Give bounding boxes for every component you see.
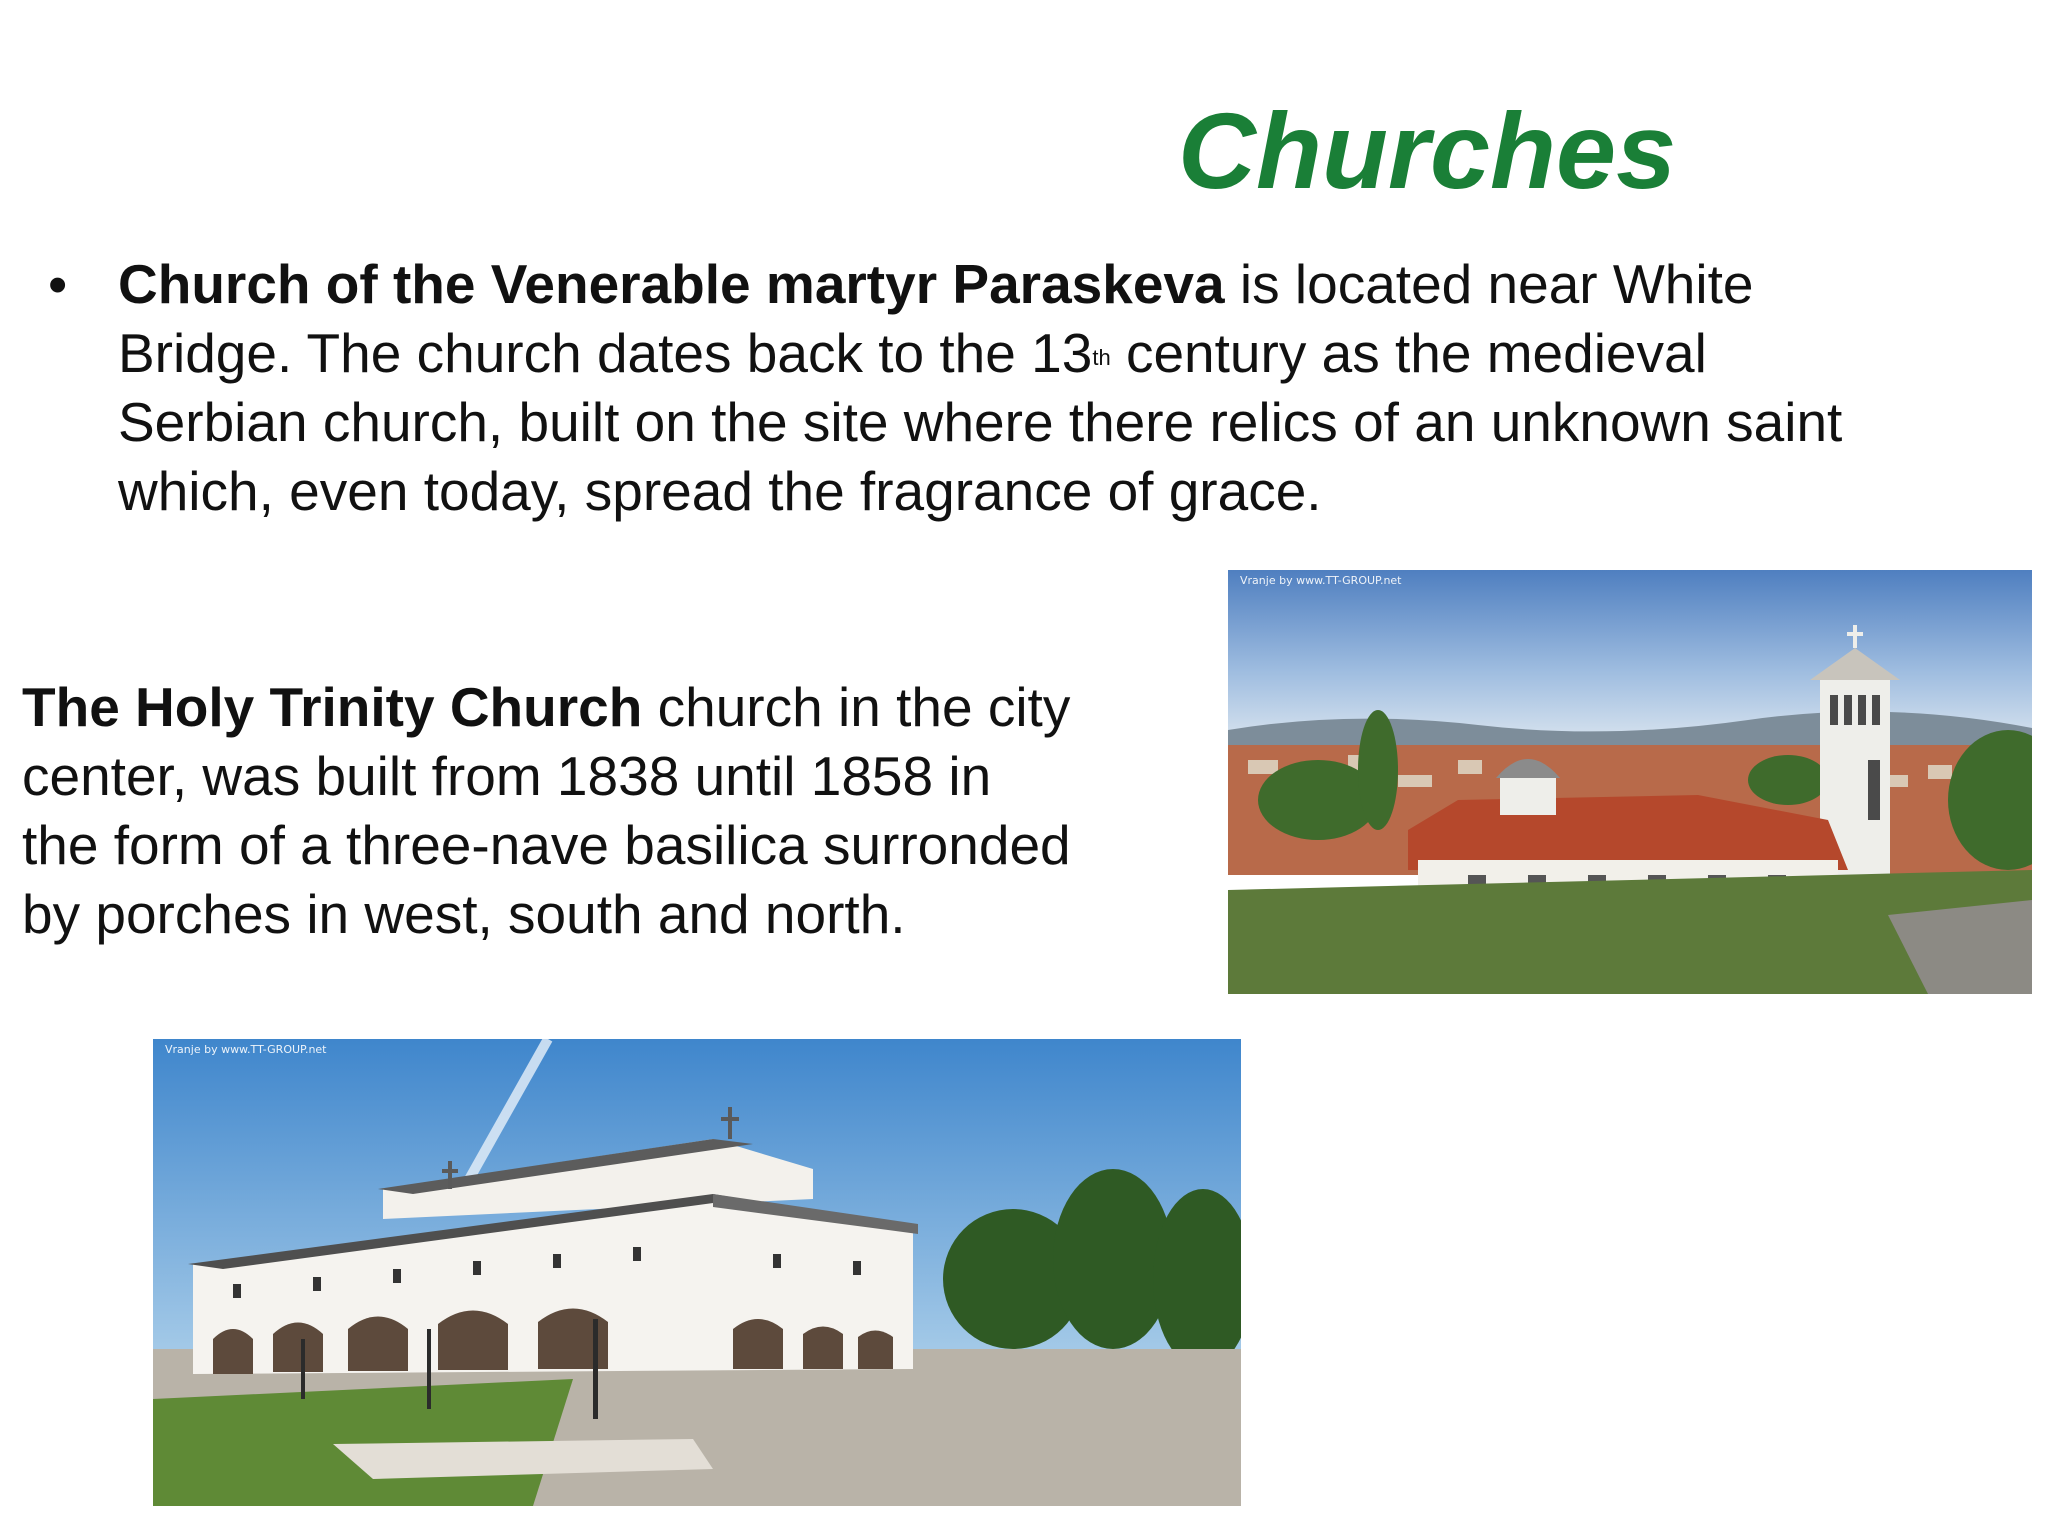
holy-trinity-text: church in the city center, was built from 1838 until 1858 in the form of a three-nave basilica surronded by porches in west, south and north.	[22, 676, 1071, 945]
slide-title: Churches	[1178, 90, 1677, 211]
photo-paraskeva-watermark: Vranje by www.TT-GROUP.net	[1240, 574, 1402, 587]
photo-paraskeva	[1228, 570, 2032, 994]
bullet-dot-icon: •	[48, 253, 68, 315]
paraskeva-name: Church of the Venerable martyr Paraskeva	[118, 253, 1225, 315]
photo-holy-trinity	[153, 1039, 1241, 1506]
photo-holy-trinity-image	[153, 1039, 1241, 1506]
paraskeva-text-b: century as the medieval Serbian church, built on the site where there relics of an unknown saint which, even today, spread the fragrance of grace.	[118, 322, 1843, 522]
paraskeva-text-a: is located near White Bridge. The church dates back to the 13	[118, 253, 1754, 384]
bullet-paraskeva	[48, 250, 1878, 526]
photo-paraskeva-image	[1228, 570, 2032, 994]
holy-trinity-name: The Holy Trinity Church	[22, 676, 643, 738]
photo-holy-trinity-watermark: Vranje by www.TT-GROUP.net	[165, 1043, 327, 1056]
paraskeva-sup: th	[1092, 345, 1111, 370]
paragraph-holy-trinity	[22, 673, 1082, 949]
